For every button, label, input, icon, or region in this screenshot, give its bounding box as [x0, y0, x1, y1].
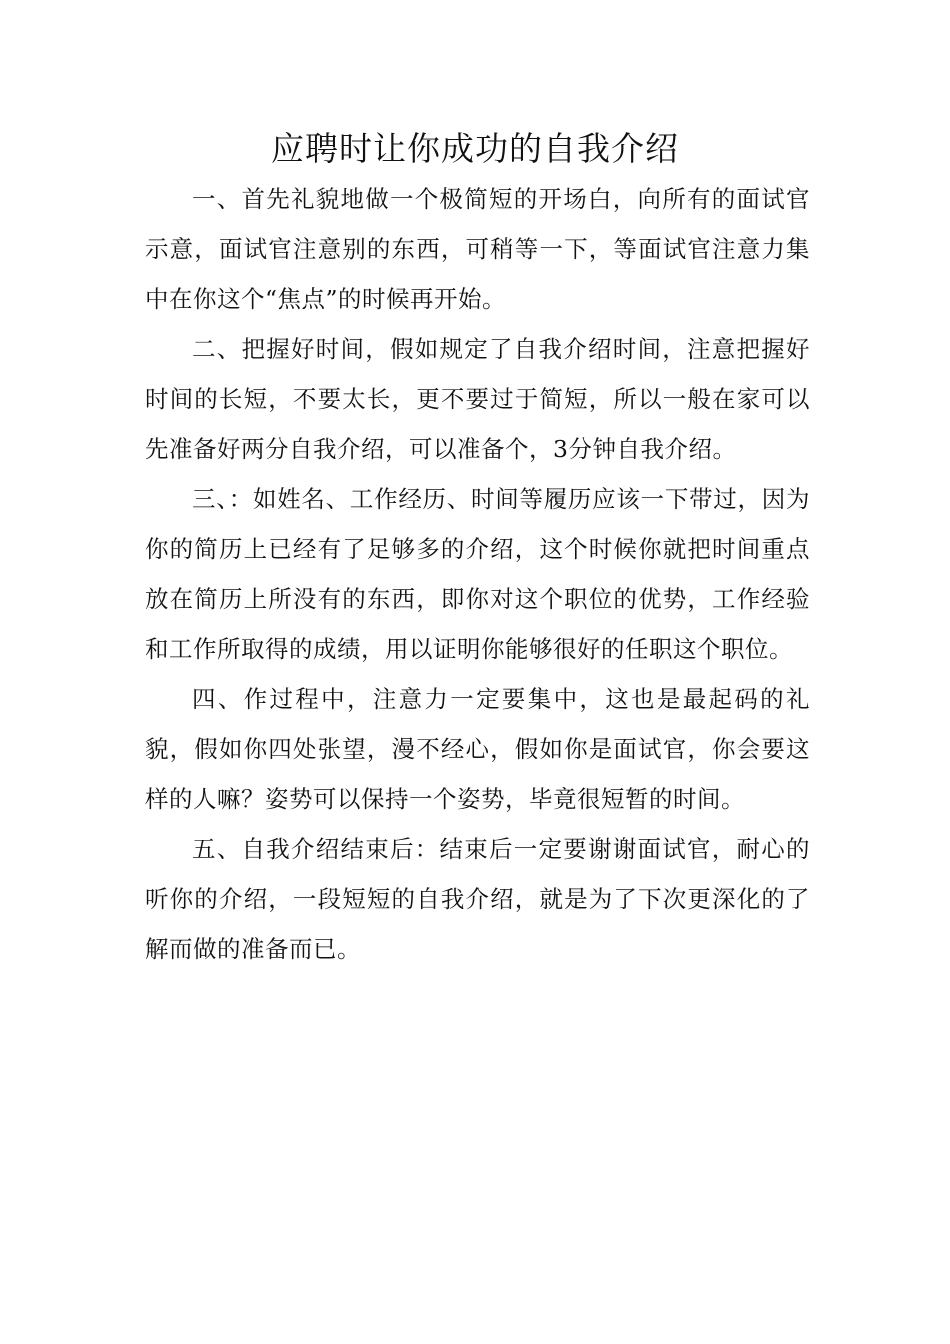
paragraph-5: 五、自我介绍结束后：结束后一定要谢谢面试官，耐心的听你的介绍，一段短短的自我介绍，就是为了下次更深化的了解而做的准备而已。: [145, 835, 810, 963]
paragraph-2: 二、把握好时间，假如规定了自我介绍时间，注意把握好时间的长短，不要太长，更不要过于简短，所以一般在家可以先准备好两分自我介绍，可以准备个，3分钟自我介绍。: [145, 335, 810, 463]
paragraph-4: 四、作过程中，注意力一定要集中，这也是最起码的礼貌，假如你四处张望，漫不经心，假如你是面试官，你会要这样的人嘛？姿势可以保持一个姿势，毕竟很短暂的时间。: [145, 685, 810, 813]
paragraph-1: 一、首先礼貌地做一个极简短的开场白，向所有的面试官示意，面试官注意别的东西，可稍等一下，等面试官注意力集中在你这个“焦点”的时候再开始。: [145, 185, 810, 313]
document-body: [145, 174, 810, 974]
paragraph-3: 三、：如姓名、工作经历、时间等履历应该一下带过，因为你的简历上已经有了足够多的介绍，这个时候你就把时间重点放在简历上所没有的东西，即你对这个职位的优势，工作经验和工作所取得的成绩，用以证明你能够很好的任职这个职位。: [145, 485, 810, 663]
document-title: 应聘时让你成功的自我介绍: [271, 129, 679, 168]
